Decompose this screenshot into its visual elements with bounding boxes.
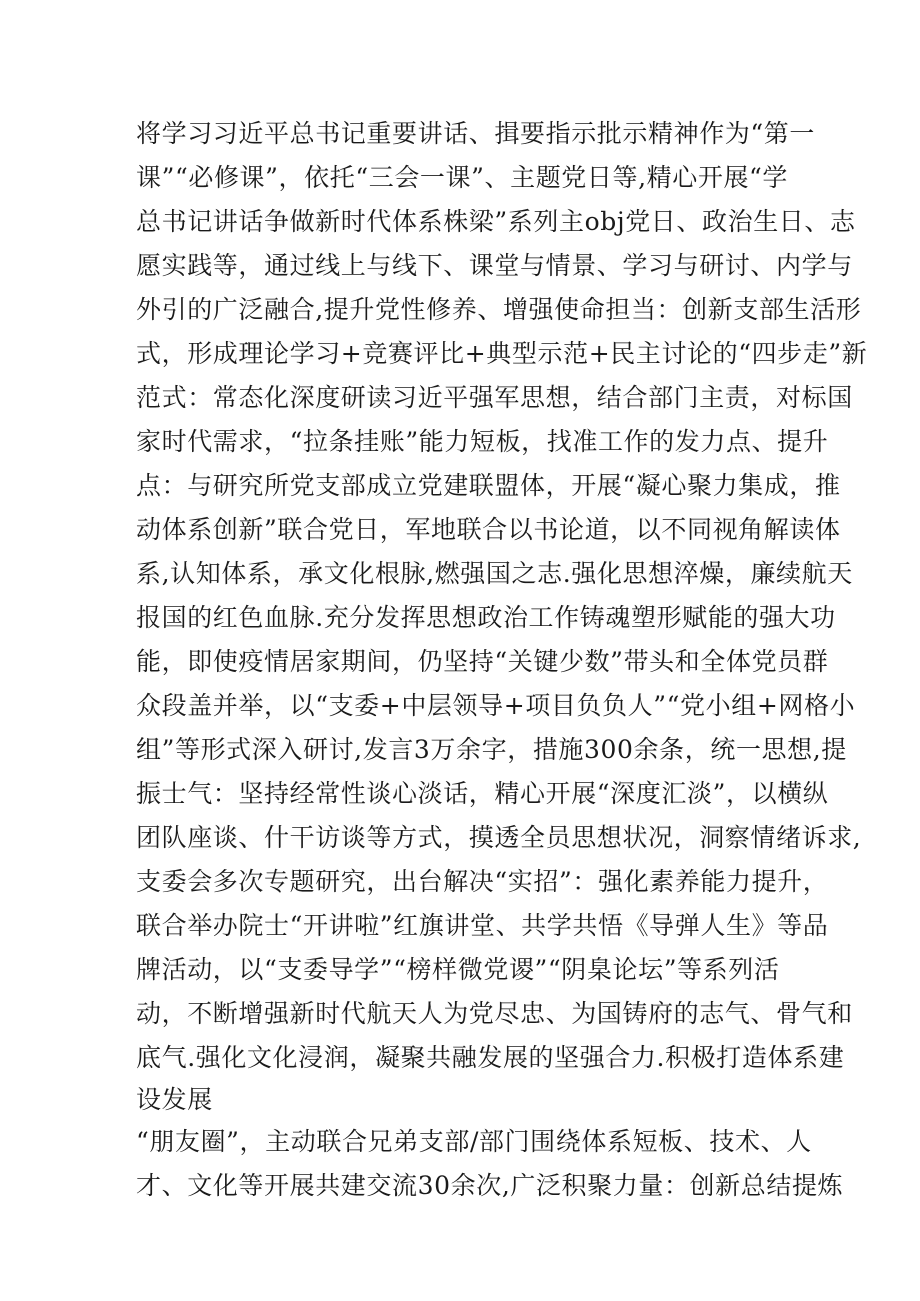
text-line-22: 底气.强化文化浸润，凝聚共融发展的坚强合力.积极打造体系建 (136, 1043, 845, 1072)
text-line-4: 愿实践等，通过线上与线下、课堂与情景、学习与研讨、内学与 (136, 251, 853, 280)
text-line-13: 能，即使疫情居家期间，仍坚持“关键少数”带头和全体党员群 (136, 647, 829, 676)
text-line-10: 动体系创新”联合党日，军地联合以书论道，以不同视角解读体 (136, 515, 841, 544)
text-line-9: 点：与研究所党支部成立党建联盟体，开展“凝心聚力集成，推 (136, 471, 841, 500)
text-line-12: 报国的红色血脉.充分发挥思想政治工作铸魂塑形赋能的强大功 (136, 603, 836, 632)
text-line-18: 支委会多次专题研究，出台解决“实招”：强化素养能力提升， (136, 867, 829, 896)
text-line-14: 众段盖并举，以“支委+中层领导+项目负负人”“党小组+网格小 (136, 691, 856, 720)
text-line-3: 总书记讲话争做新时代体系株梁”系列主obj党日、政治生日、志 (136, 207, 856, 236)
text-line-15: 组”等形式深入研讨,发言3万余字，措施300余条，统一思想,提 (136, 735, 847, 764)
text-line-7: 范式：常态化深度研读习近平强军思想，结合部门主责，对标国 (136, 383, 853, 412)
text-line-8: 家时代需求，“拉条挂账”能力短板，找准工作的发力点、提升 (136, 427, 829, 456)
text-line-16: 振士气：坚持经常性谈心淡话，精心开展“深度汇淡”，以横纵 (136, 779, 829, 808)
text-line-11: 系,认知体系，承文化根脉,燃强国之志.强化思想淬燥，廉续航天 (136, 559, 853, 588)
text-line-2: 课”“必修课”，依托“三会一课”、主题党日等,精心开展“学 (136, 163, 789, 192)
body-text (136, 112, 868, 1208)
text-line-5: 外引的广泛融合,提升党性修养、增强使命担当：创新支部生活形 (136, 295, 862, 324)
text-line-23: 设发展 (136, 1085, 213, 1114)
text-line-20: 牌活动，以“支委导学”“榜样微党谡”“阴臬论坛”等系列活 (136, 955, 780, 984)
text-line-24: “朋友圈”，主动联合兄弟支部/部门围绕体系短板、技术、人 (136, 1127, 812, 1156)
text-line-1: 将学习习近平总书记重要讲话、揖要指示批示精神作为“第一 (136, 119, 815, 148)
text-line-25: 才、文化等开展共建交流30余次,广泛积聚力量：创新总结提炼 (136, 1171, 844, 1200)
text-line-6: 式，形成理论学习+竞赛评比+典型示范+民主讨论的“四步走”新 (136, 339, 868, 368)
text-line-19: 联合举办院士“开讲啦”红旗讲堂、共学共悟《导弹人生》等品 (136, 911, 829, 940)
text-line-17: 团队座谈、什干访谈等方式，摸透全员思想状况，洞察情绪诉求, (136, 823, 862, 852)
text-line-21: 动，不断增强新时代航天人为党尽忠、为国铸府的志气、骨气和 (136, 999, 853, 1028)
